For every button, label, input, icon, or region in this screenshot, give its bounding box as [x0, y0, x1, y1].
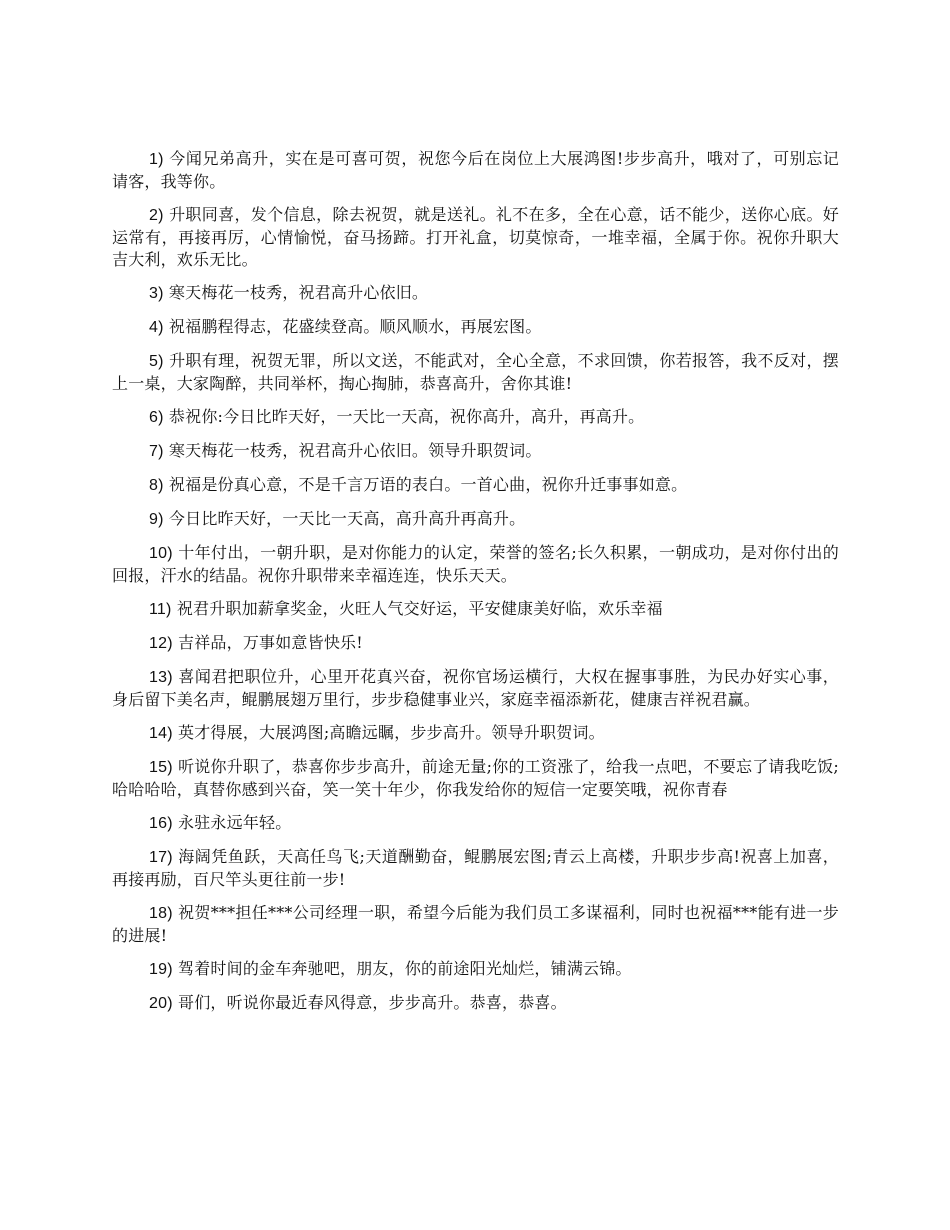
paragraph-number: 18) [149, 905, 173, 922]
paragraph-15 [112, 756, 839, 801]
paragraph-text: 英才得展，大展鸿图;高瞻远瞩，步步高升。领导升职贺词。 [172, 723, 605, 742]
paragraph-1 [112, 148, 839, 193]
paragraph-text: 海阔凭鱼跃，天高任鸟飞;天道酬勤奋，鲲鹏展宏图;青云上高楼，升职步步高!祝喜上加喜，再接再励，百尺竿头更往前一步! [112, 847, 839, 889]
paragraph-text: 恭祝你:今日比昨天好，一天比一天高，祝你高升，高升，再高升。 [163, 407, 645, 426]
paragraph-7 [112, 440, 839, 463]
paragraph-number: 4) [149, 319, 164, 336]
paragraph-number: 7) [149, 443, 164, 460]
paragraph-number: 14) [149, 725, 173, 742]
paragraph-number: 15) [149, 759, 173, 776]
paragraph-20 [112, 992, 839, 1015]
paragraph-text: 十年付出，一朝升职，是对你能力的认定，荣誉的签名;长久积累，一朝成功，是对你付出的回报，汗水的结晶。祝你升职带来幸福连连，快乐天天。 [112, 543, 839, 585]
paragraph-text: 哥们，听说你最近春风得意，步步高升。恭喜，恭喜。 [172, 993, 567, 1012]
paragraph-number: 6) [149, 409, 164, 426]
paragraph-number: 1) [149, 151, 164, 168]
paragraph-2 [112, 204, 839, 271]
paragraph-12 [112, 632, 839, 655]
paragraph-text: 今闻兄弟高升，实在是可喜可贺，祝您今后在岗位上大展鸿图!步步高升，哦对了，可别忘记请客，我等你。 [112, 149, 839, 191]
paragraph-number: 13) [149, 669, 173, 686]
paragraph-4 [112, 316, 839, 339]
paragraph-9 [112, 508, 839, 531]
paragraph-text: 永驻永远年轻。 [172, 813, 292, 832]
paragraph-number: 3) [149, 285, 164, 302]
paragraph-text: 听说你升职了，恭喜你步步高升，前途无量;你的工资涨了，给我一点吧，不要忘了请我吃饭;哈哈哈哈，真替你感到兴奋，笑一笑十年少，你我发给你的短信一定要笑哦，祝你青春 [112, 757, 839, 799]
paragraph-number: 8) [149, 477, 164, 494]
paragraph-19 [112, 958, 839, 981]
paragraph-text: 寒天梅花一枝秀，祝君高升心依旧。 [163, 283, 429, 302]
paragraph-text: 驾着时间的金车奔驰吧，朋友，你的前途阳光灿烂，铺满云锦。 [172, 959, 632, 978]
paragraph-text: 祝贺***担任***公司经理一职，希望今后能为我们员工多谋福利，同时也祝福***能有进一步的进展! [112, 903, 839, 945]
paragraph-text: 吉祥品，万事如意皆快乐! [172, 633, 363, 652]
paragraph-number: 9) [149, 511, 164, 528]
paragraph-number: 16) [149, 815, 173, 832]
paragraph-number: 2) [149, 207, 164, 224]
paragraph-text: 今日比昨天好，一天比一天高，高升高升再高升。 [163, 509, 526, 528]
paragraph-14 [112, 722, 839, 745]
paragraph-10 [112, 542, 839, 587]
paragraph-13 [112, 666, 839, 711]
paragraph-6 [112, 406, 839, 429]
paragraph-5 [112, 350, 839, 395]
paragraph-number: 17) [149, 849, 173, 866]
paragraph-17 [112, 846, 839, 891]
paragraph-text: 祝福鹏程得志，花盛续登高。顺风顺水，再展宏图。 [163, 317, 542, 336]
paragraph-text: 升职同喜，发个信息，除去祝贺，就是送礼。礼不在多，全在心意，话不能少，送你心底。好运常有，再接再厉，心情愉悦，奋马扬蹄。打开礼盒，切莫惊奇，一堆幸福，全属于你。祝你升职大吉大利，欢乐无比。 [112, 205, 839, 269]
paragraph-11 [112, 598, 839, 621]
document-body [112, 148, 839, 1026]
paragraph-3 [112, 282, 839, 305]
paragraph-number: 12) [149, 635, 173, 652]
paragraph-number: 20) [149, 995, 173, 1012]
paragraph-text: 寒天梅花一枝秀，祝君高升心依旧。领导升职贺词。 [163, 441, 542, 460]
paragraph-number: 5) [149, 353, 164, 370]
paragraph-16 [112, 812, 839, 835]
paragraph-number: 19) [149, 961, 173, 978]
paragraph-8 [112, 474, 839, 497]
paragraph-18 [112, 902, 839, 947]
paragraph-number: 11) [149, 601, 172, 618]
paragraph-text: 祝君升职加薪拿奖金，火旺人气交好运，平安健康美好临，欢乐幸福 [171, 599, 663, 618]
paragraph-text: 祝福是份真心意，不是千言万语的表白。一首心曲，祝你升迁事事如意。 [163, 475, 688, 494]
paragraph-text: 升职有理，祝贺无罪，所以文送，不能武对，全心全意，不求回馈，你若报答，我不反对，摆上一桌，大家陶醉，共同举杯，掏心掏肺，恭喜高升，舍你其谁! [112, 351, 839, 393]
paragraph-text: 喜闻君把职位升，心里开花真兴奋，祝你官场运横行，大权在握事事胜，为民办好实心事，身后留下美名声，鲲鹏展翅万里行，步步稳健事业兴，家庭幸福添新花，健康吉祥祝君赢。 [112, 667, 839, 709]
paragraph-number: 10) [149, 545, 173, 562]
